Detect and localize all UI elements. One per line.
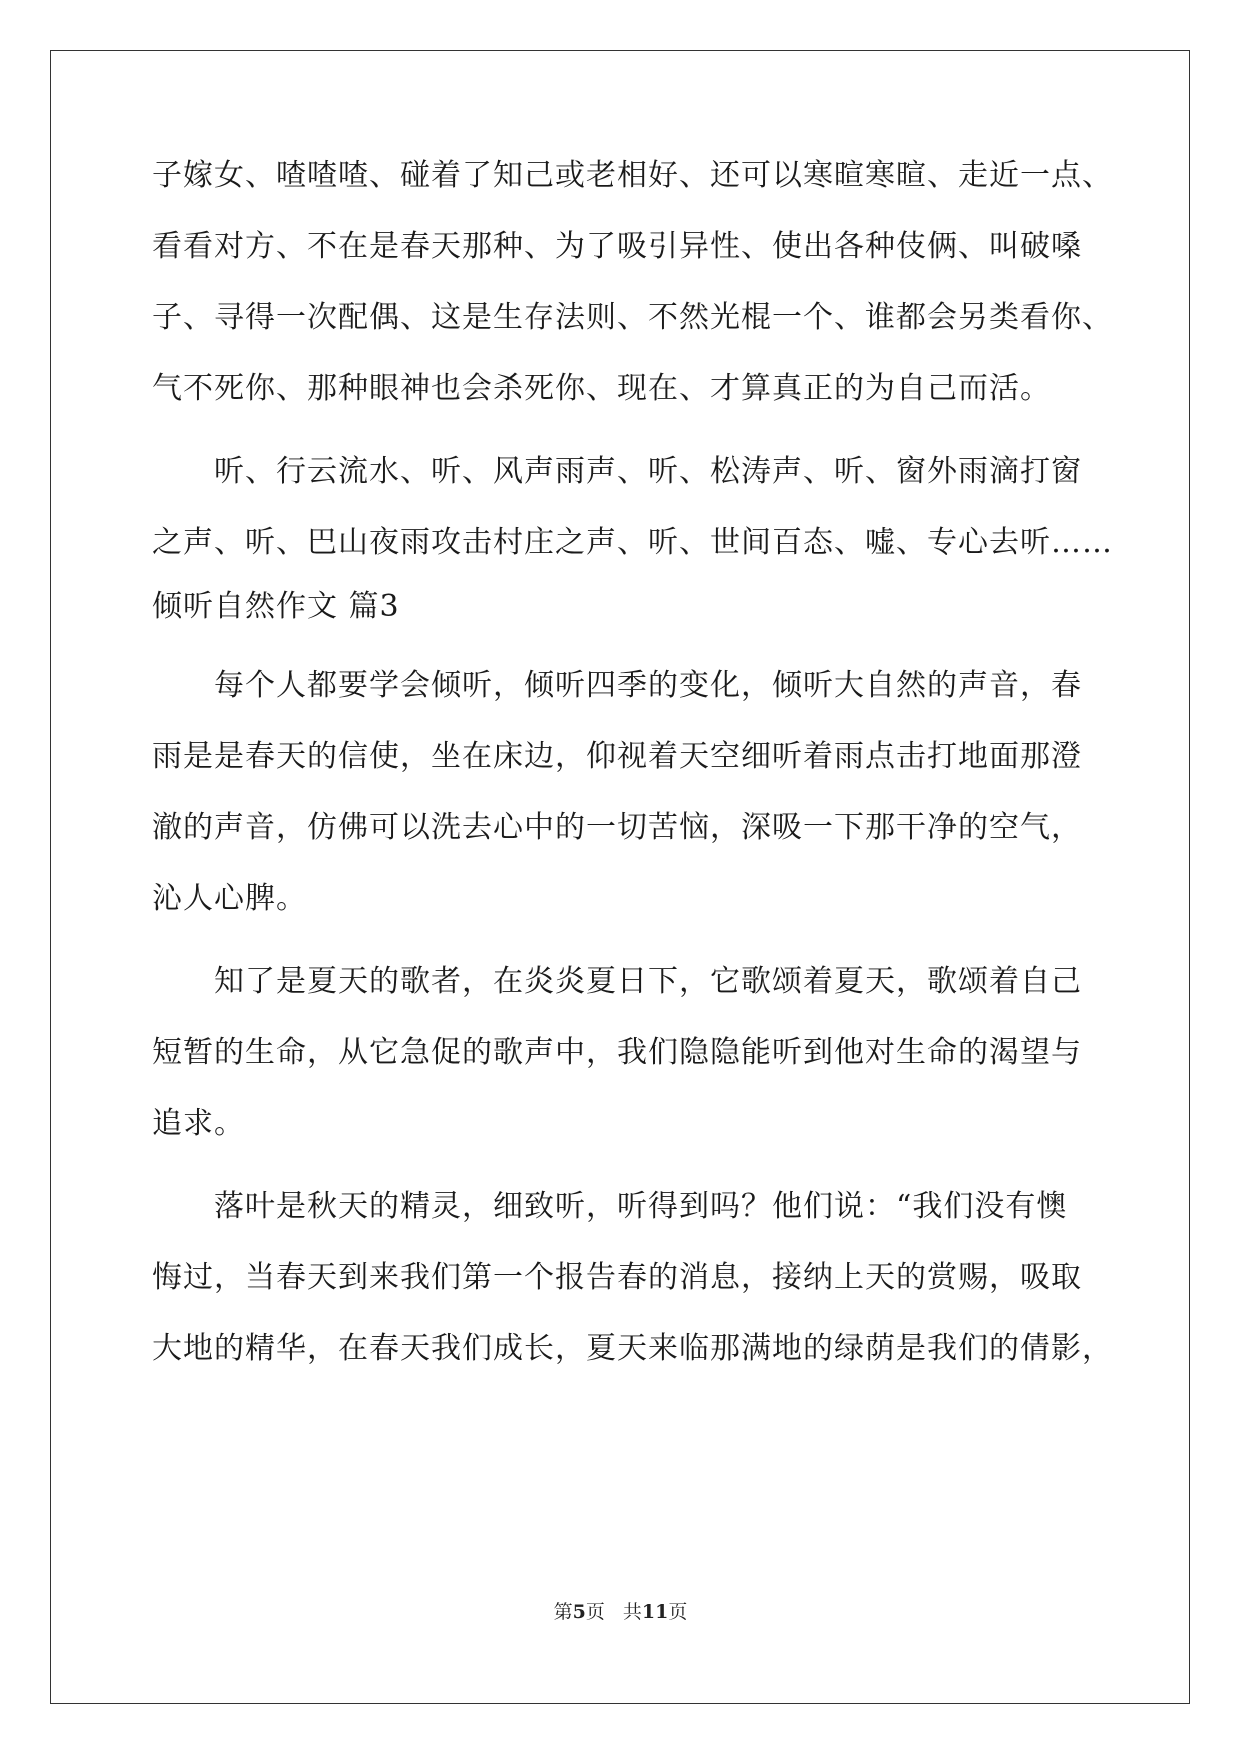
text-line: 雨是是春天的信使，坐在床边，仰视着天空细听着雨点击打地面那澄 xyxy=(152,739,1082,774)
text-line: 悔过，当春天到来我们第一个报告春的消息，接纳上天的赏赐，吸取 xyxy=(152,1260,1082,1295)
text-line: 子嫁女、喳喳喳、碰着了知己或老相好、还可以寒暄寒暄、走近一点、 xyxy=(152,158,1113,193)
text-line: 澈的声音，仿佛可以洗去心中的一切苦恼，深吸一下那干净的空气， xyxy=(152,810,1082,845)
page-number: 5 xyxy=(572,1601,586,1623)
section-heading: 倾听自然作文 篇3 xyxy=(152,589,400,624)
total-label-suffix: 页 xyxy=(668,1601,688,1623)
page-total: 11 xyxy=(641,1601,669,1623)
paragraph-first-line: 落叶是秋天的精灵，细致听，听得到吗？他们说：“我们没有懊 xyxy=(214,1189,1068,1224)
text-line: 之声、听、巴山夜雨攻击村庄之声、听、世间百态、嘘、专心去听…… xyxy=(152,525,1113,560)
text-line: 气不死你、那种眼神也会杀死你、现在、才算真正的为自己而活。 xyxy=(152,371,1051,406)
text-line: 看看对方、不在是春天那种、为了吸引异性、使出各种伎俩、叫破嗓 xyxy=(152,229,1082,264)
total-label-prefix: 共 xyxy=(622,1601,642,1623)
text-line: 子、寻得一次配偶、这是生存法则、不然光棍一个、谁都会另类看你、 xyxy=(152,300,1113,335)
paragraph-first-line: 知了是夏天的歌者，在炎炎夏日下，它歌颂着夏天，歌颂着自己 xyxy=(214,964,1082,999)
text-line: 追求。 xyxy=(152,1106,245,1141)
page-footer xyxy=(0,1600,1241,1624)
paragraph-first-line: 每个人都要学会倾听，倾听四季的变化，倾听大自然的声音，春 xyxy=(214,668,1082,703)
page-label-prefix: 第 xyxy=(553,1601,573,1623)
text-line: 大地的精华，在春天我们成长，夏天来临那满地的绿荫是我们的倩影， xyxy=(152,1331,1113,1366)
paragraph-first-line: 听、行云流水、听、风声雨声、听、松涛声、听、窗外雨滴打窗 xyxy=(214,454,1082,489)
page-label-suffix: 页 xyxy=(585,1601,605,1623)
text-line: 短暂的生命，从它急促的歌声中，我们隐隐能听到他对生命的渴望与 xyxy=(152,1035,1082,1070)
text-line: 沁人心脾。 xyxy=(152,881,307,916)
